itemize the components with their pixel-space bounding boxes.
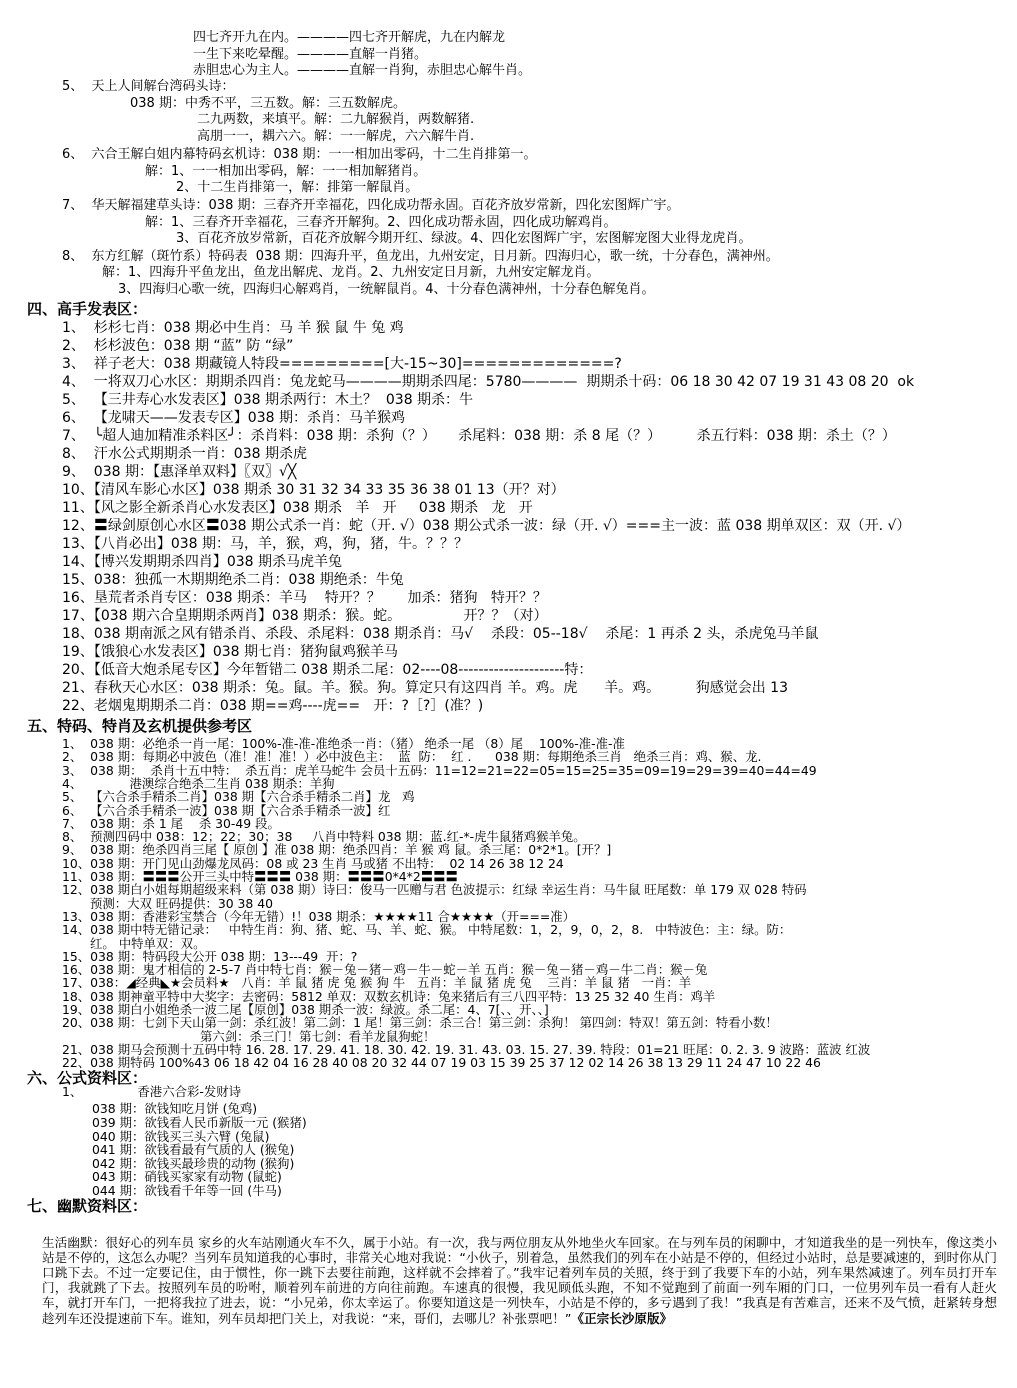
text-line: 11、038 期：〓〓〓公开三头中特〓〓〓 038 期：〓〓〓0*4*2〓〓〓 [62, 869, 458, 884]
text-line: 22、老烟鬼期期杀二肖：038 期==鸡----虎== 开：?［?］(准？) [62, 698, 484, 714]
text-line: 20、038 期：七剑下天山第一剑：杀红波！第二剑：1 尾！第三剑：杀三合！第三剑：杀狗！ 第四剑：特双！第五剑：特看小数！ [62, 1015, 778, 1031]
section-heading: 六、公式资料区： [27, 1068, 148, 1087]
text-line: 2、 038 期：每期必中波色（准！准！准！）必中波色主： 蓝 防： 红 . 038 期：每期绝杀三肖 绝杀三肖：鸡、猴、龙. [62, 749, 762, 765]
humor-story-source: 《正宗长沙原版》 [571, 1310, 673, 1326]
text-line: 15、038：独孤一木期期绝杀二肖：038 期绝杀：牛兔 [62, 572, 404, 588]
text-line: 15、038 期：特码段大公开 038 期：13---49 开：? [62, 948, 358, 964]
text-line: 10、【清风车影心水区】038 期杀 30 31 32 34 33 35 36 38 01 13（开？对） [62, 482, 565, 498]
text-line: 17、【038 期六合皇期期杀两肖】038 期杀：猴。蛇。 开？？（对） [62, 608, 548, 624]
text-line: 2、 杉杉波色：038 期 “蓝” 防 “绿” [62, 338, 294, 354]
text-line: 21、038 期马会预测十五码中特 16. 28. 17. 29. 41. 18. 30. 42. 19. 31. 43. 03. 15. 27. 39. 特段：01=21 旺尾：0. 2. 3. 9 波路：蓝波 红波 [62, 1041, 871, 1057]
text-line: 9、 038 期：绝杀四肖三尾【 原创 】准 038 期：绝杀四肖：羊 猴 鸡 鼠。杀三尾：0*2*1。[开？] [62, 842, 612, 858]
text-line: 3、四海归心歌一统，四海归心解鸡肖，一统解鼠肖。4、十分春色满神州，十分春色解兔肖。 [118, 282, 655, 297]
text-line: 22、038 期特码 100%43 06 18 42 04 16 28 40 08 20 32 44 07 19 03 15 39 25 37 12 02 14 26 38 13 29 11 24 47 10 22 46 [62, 1055, 821, 1071]
text-line: 6、 六合王解白姐内幕特码玄机诗：038 期：一一相加出零码，十二生肖排第一。 [62, 147, 537, 162]
text-line: 7、 038 期：杀 1 尾 杀 30-49 段。 [62, 815, 280, 831]
text-line: 040 期：欲钱买三头六臂 (兔鼠) [92, 1128, 270, 1144]
text-line: 4、 港澳综合绝杀二生肖 038 期杀：羊狗 [62, 775, 335, 791]
text-line: 14、【博兴发期期杀四肖】038 期杀马虎羊兔 [62, 554, 342, 570]
text-line: 红。 中特单双：双。 [90, 935, 206, 951]
text-line: 21、春秋天心水区：038 期杀：兔。鼠。羊。猴。狗。算定只有这四肖 羊。鸡。虎 羊。鸡。 狗感觉会出 13 [62, 680, 789, 696]
text-line: 第六剑：杀三门！第七剑：看羊龙鼠狗蛇！ [200, 1028, 436, 1044]
text-line: 19、038 期白小姐绝杀一波二尾【原创】038 期杀一波：绿波。杀二尾：4、7[、、开、、] [62, 1002, 549, 1017]
text-line: 3、百花齐放岁常新，百花齐放解今期开红、绿波。4、四化宏图辉广宇，宏图解宠图大业得龙虎肖。 [176, 231, 752, 246]
text-line: 18、038 期南派之风有错杀肖、杀段、杀尾料：038 期杀肖：马√ 杀段：05--18√ 杀尾：1 再杀 2 头，杀虎兔马羊鼠 [62, 626, 819, 642]
text-line: 041 期：欲钱看最有气质的人 (猴兔) [92, 1142, 295, 1158]
text-line: 13、038 期：香港彩宝禁合（今年无错）!！038 期杀：★★★★11 合★★★★（开===准） [62, 908, 576, 924]
text-line: 1、 038 期：必绝杀一肖一尾：100%-准-准-准绝杀一肖：（猪） 绝杀一尾 （8）尾 100%-准-准-准 [62, 736, 625, 751]
text-line: 10、038 期：开门见山劲爆龙凤码：08 或 23 生肖 马或猪 不出特： 02 14 26 38 12 24 [62, 855, 564, 871]
text-line: 解：1、四海升平鱼龙出，鱼龙出解虎、龙肖。2、九州安定日月新，九州安定解龙肖。 [102, 265, 600, 280]
text-line: 042 期：欲钱买最珍贵的动物 (猴狗) [92, 1155, 295, 1171]
text-line: 5、 【三井寿心水发表区】038 期杀两行：木土？ 038 期杀：牛 [62, 392, 474, 408]
text-line: 6、 【六合杀手精杀一波】038 期【六合杀手精杀一波】红 [62, 802, 391, 818]
text-line: 11、【风之影全新杀肖心水发表区】038 期杀 羊 开 038 期杀 龙 开 [62, 500, 533, 516]
text-line: 8、 汗水公式期期杀一肖：038 期杀虎 [62, 446, 307, 462]
text-line: 预测：大双 旺码提供：30 38 40 [90, 895, 274, 911]
text-line: 20、【低音大炮杀尾专区】今年暂错二 038 期杀二尾：02----08---------------------特： [62, 662, 593, 678]
text-line: 高朋一一，耦六六。解：一一解虎，六六解牛肖. [197, 129, 475, 144]
text-line: 6、 【龙啸天——发表专区】038 期：杀肖：马羊猴鸡 [62, 410, 405, 426]
text-line: 7、 ╰超人迪加精准杀料区╯：杀肖料：038 期：杀狗（？） 杀尾料：038 期：杀 8 尾（？） 杀五行料：038 期：杀土（？） [62, 428, 896, 444]
humor-story [42, 1235, 997, 1326]
text-line: 8、 东方红解（斑竹系）特码表 038 期：四海升平，鱼龙出，九州安定，日月新。四海归心，歌一统，十分春色，满神州。 [62, 249, 779, 264]
text-line: 1、 杉杉七肖：038 期必中生肖：马 羊 猴 鼠 牛 兔 鸡 [62, 320, 404, 336]
text-line: 5、 天上人间解台湾码头诗： [62, 79, 235, 94]
humor-story-text: 生活幽默：很好心的列车员 家乡的火车站刚通火车不久，属于小站。有一次，我与两位朋友从外地坐火车回家。在与列车员的闲聊中，才知道我坐的是一列快车，像这类小站是不停的，这怎么办呢？当列车员知道我的心事时，非常关心地对我说：“小伙子，别着急，虽然我们的列车在小站是不停的，但经过小站时，总是要减速的，到时你从门口跳下去。不过一定要记住，由于惯性，你一跳下去要往前跑，这样就不会摔着了。”我牢记着列车员的关照，终于到了我要下车的小站，列车果然减速了。列车员打开车门，我就跳了下去。按照列车员的吩咐，顺着列车前进的方向往前跑。车速真的很慢，我见顾低头跑，不知不觉跑到了前面一列车厢的门口，一位男列车员一看有人赶火车，就打开车门，一把将我拉了进去，说：“小兄弟，你太幸运了。你要知道这是一列快车，小站是不停的，多亏遇到了我！”我真是有苦难言，还来不及气愤，赶紧转身想趁列车还没提速前下车。谁知，列车员却把门关上，对我说：“来，哥们，去哪儿？补张票吧！” [42, 1234, 997, 1326]
section-heading: 四、高手发表区： [27, 300, 148, 318]
text-line: 044 期：欲钱看千年等一回 (牛马) [92, 1183, 282, 1198]
text-line: 5、 【六合杀手精杀二肖】038 期【六合杀手精杀二肖】龙 鸡 [62, 789, 415, 805]
text-line: 17、038：◢经典◣★会员料★ 八肖：羊 鼠 猪 虎 兔 猴 狗 牛 五肖：羊 鼠 猪 虎 兔 三肖：羊 鼠 猪 一肖：羊 [62, 975, 692, 991]
text-line: 12、038 期白小姐每期超级来料（第 038 期）诗曰：俊马一匹赠与君 色波提示：红绿 幸运生肖：马牛鼠 旺尾数：单 179 双 028 特码 [62, 882, 807, 898]
section-heading: 七、幽默资料区： [27, 1196, 148, 1215]
text-line: 1、 香港六合彩-发财诗 [62, 1083, 242, 1099]
text-line: 038 期：欲钱知吃月饼 (兔鸡) [92, 1101, 258, 1117]
text-line: 039 期：欲钱看人民币新版一元 (猴猪) [92, 1115, 307, 1130]
text-line: 4、 一将双刀心水区：期期杀四肖：兔龙蛇马————期期杀四尾：5780———— 期期杀十码：06 18 30 42 07 19 31 43 08 20 ok [62, 374, 915, 390]
text-line: 16、038 期：鬼才相信的 2-5-7 肖中特七肖：猴－兔－猪－鸡－牛－蛇－羊 五肖：猴－兔－猪－鸡－牛二肖：猴－兔 [62, 962, 708, 978]
text-line: 2、十二生肖排第一，解：排第一解鼠肖。 [176, 180, 419, 195]
text-line: 18、038 期神童平特中大奖字：去密码：5812 单双：双数玄机诗：兔来猪后有三八四平特：13 25 32 40 生肖：鸡羊 [62, 988, 716, 1004]
text-line: 8、 预测四码中 038：12；22；30；38 八肖中特料 038 期：蓝.红-*-虎牛鼠猪鸡猴羊兔。 [62, 829, 586, 845]
text-line: 9、 038 期：【惠泽单双料】〖双〗√╳ [62, 464, 297, 480]
text-line: 043 期：硝钱买家家有动物 (鼠蛇) [92, 1169, 282, 1185]
text-line: 7、 华天解福建草头诗：038 期：三春齐开幸福花，四化成功帮永固。百花齐放岁常新，四化宏图辉广宇。 [62, 198, 680, 213]
text-line: 19、【饿狼心水发表区】038 期七肖：猪狗鼠鸡猴羊马 [62, 644, 398, 660]
section-heading: 五、特码、特肖及玄机提供参考区 [27, 717, 253, 735]
text-line: 16、垦荒者杀肖专区：038 期杀：羊马 特开？？ 加杀：猪狗 特开？？ [62, 590, 547, 606]
text-line: 3、 祥子老大：038 期藏镜人特段=========[大-15~30]=============? [62, 356, 622, 372]
text-line: 解：1、三春齐开幸福花，三春齐开解狗。2、四化成功帮永固，四化成功解鸡肖。 [145, 215, 617, 230]
text-line: 解：1、一一相加出零码，解：一一相加解猪肖。 [145, 164, 427, 179]
text-line: 13、【八肖必出】038 期：马，羊，猴，鸡，狗，猪，牛。？？？ [62, 536, 468, 552]
text-line: 14、038 期中特无错记录： 中特生肖：狗、猪、蛇、马、羊、蛇、猴。 中特尾数：1，2，9，0，2，8. 中特波色：主：绿。防： [62, 922, 792, 938]
text-line: 12、〓绿剑原创心水区〓038 期公式杀一肖：蛇（开. √）038 期公式杀一波：绿（开. √）===主一波：蓝 038 期单双区：双（开. √） [62, 518, 911, 534]
text-line: 038 期：中秀不平，三五数。解：三五数解虎。 [130, 96, 406, 111]
text-line: 一生下来吃晕醒。————直解一肖猪。 [193, 47, 428, 62]
text-line: 四七齐开九在内。————四七齐开解虎，九在内解龙 [193, 30, 506, 45]
text-line: 3、 038 期： 杀肖十五中特： 杀五肖：虎羊马蛇牛 会员十五码：11=12=21=22=05=15=25=35=09=19=29=39=40=44=49 [62, 762, 817, 778]
text-line: 二九两数，来填平。解：二九解猴肖，两数解猪. [197, 112, 475, 127]
text-line: 赤胆忠心为主人。————直解一肖狗，赤胆忠心解牛肖。 [193, 63, 532, 78]
